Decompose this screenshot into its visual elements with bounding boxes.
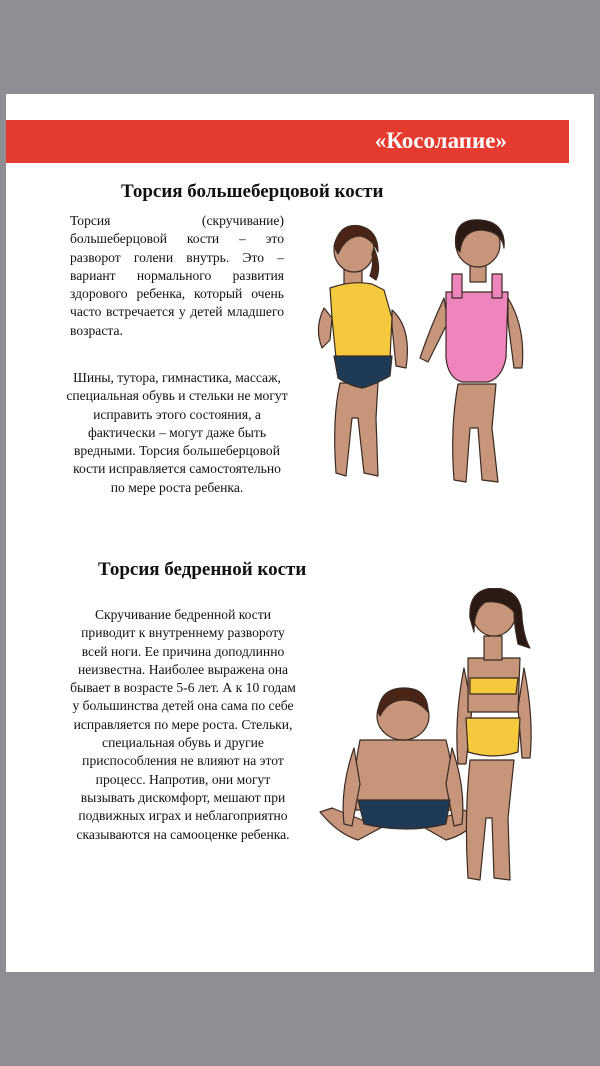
section2-heading: Торсия бедренной кости xyxy=(98,559,307,580)
document-page xyxy=(6,94,594,972)
femoral-torsion-illustration xyxy=(318,588,546,884)
section2-paragraph: Скручивание бедренной кости приводит к внутреннему развороту всей ноги. Ее причина доподлинно неизвестна. Наиболее выражена она бывает в возрасте 5-6 лет. А к 10 годам у большинства детей она сама по себе исправляется по мере роста. Стельки, специальная обувь и другие приспособления не влияют на этот процесс. Напротив, они могут вызывать дискомфорт, мешают при подвижных играх и неблагоприятно сказываются на самооценке ребенка. xyxy=(70,607,296,842)
section1-heading: Торсия большеберцовой кости xyxy=(121,181,384,202)
title-banner xyxy=(6,120,569,163)
section1-paragraph2: Шины, тутора, гимнастика, массаж, специальная обувь и стельки не могут исправить этого состояния, а фактически – могут даже быть вредными. Торсия большеберцовой кости исправляется самостоятельно по мере роста ребенка. xyxy=(66,370,288,495)
tibial-torsion-illustration xyxy=(312,218,542,490)
banner-title: «Косолапие» xyxy=(374,128,507,153)
section1-paragraph1: Торсия (скручивание) большеберцовой кости – это разворот голени внутрь. Это – вариант нормального развития здорового ребенка, который очень часто встречается у детей младшего возраста. xyxy=(70,213,284,338)
